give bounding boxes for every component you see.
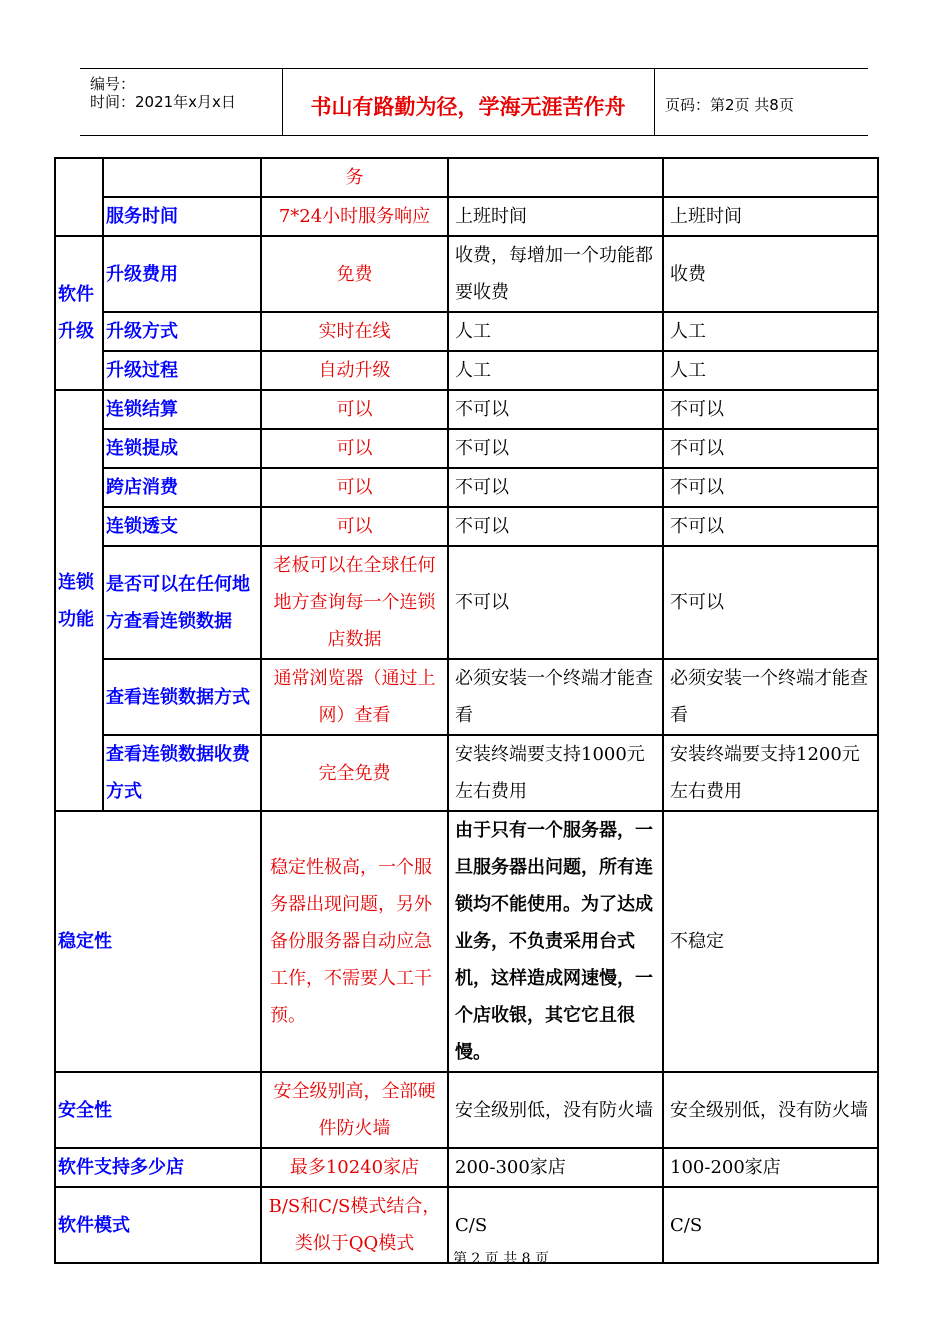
table-row [55, 429, 878, 468]
table-row [55, 390, 878, 429]
header-page-info: 页码：第2页 共8页 [665, 96, 794, 114]
header-motto-cell [282, 69, 655, 135]
row-ours: 稳定性极高，一个服务器出现问题，另外备份服务器自动应急工作，不需要人工干预。 [261, 811, 448, 1072]
row-competitor-a: 不可以 [448, 507, 663, 546]
table-row [55, 811, 878, 1072]
row-item [103, 158, 261, 197]
row-competitor-b: 不可以 [663, 546, 878, 659]
header-meta [80, 69, 283, 135]
row-ours: B/S和C/S模式结合，类似于QQ模式 [261, 1187, 448, 1263]
row-competitor-b: 不可以 [663, 390, 878, 429]
row-ours: 安全级别高，全部硬件防火墙 [261, 1072, 448, 1148]
row-competitor-a: 人工 [448, 351, 663, 390]
row-competitor-b: 不可以 [663, 507, 878, 546]
row-competitor-b: 安装终端要支持1200元左右费用 [663, 735, 878, 811]
row-ours: 可以 [261, 468, 448, 507]
row-item-software-mode: 软件模式 [55, 1187, 261, 1263]
row-competitor-a: 安全级别低，没有防火墙 [448, 1072, 663, 1148]
row-competitor-a: 安装终端要支持1000元左右费用 [448, 735, 663, 811]
row-competitor-a [448, 158, 663, 197]
row-competitor-a: 必须安装一个终端才能查看 [448, 659, 663, 735]
table-row [55, 468, 878, 507]
row-ours: 完全免费 [261, 735, 448, 811]
row-competitor-b: 安全级别低，没有防火墙 [663, 1072, 878, 1148]
row-ours: 可以 [261, 429, 448, 468]
row-competitor-a: 不可以 [448, 546, 663, 659]
row-item: 是否可以在任何地方查看连锁数据 [103, 546, 261, 659]
row-competitor-b [663, 158, 878, 197]
row-competitor-a: 不可以 [448, 468, 663, 507]
table-row [55, 236, 878, 312]
row-item: 连锁提成 [103, 429, 261, 468]
table-row [55, 1072, 878, 1148]
row-competitor-b: 不可以 [663, 429, 878, 468]
table-row [55, 312, 878, 351]
document-time: 时间：2021年x月x日 [90, 93, 236, 111]
row-competitor-a: 不可以 [448, 429, 663, 468]
row-competitor-a: 收费，每增加一个功能都要收费 [448, 236, 663, 312]
page-header [80, 68, 868, 136]
row-ours: 免费 [261, 236, 448, 312]
row-competitor-b: 必须安装一个终端才能查看 [663, 659, 878, 735]
row-competitor-a: 由于只有一个服务器，一旦服务器出问题，所有连锁均不能使用。为了达成业务，不负责采用台式机，这样造成网速慢，一个店收银，其它它且很慢。 [448, 811, 663, 1072]
row-competitor-b: 不稳定 [663, 811, 878, 1072]
row-item: 升级费用 [103, 236, 261, 312]
row-item: 查看连锁数据收费方式 [103, 735, 261, 811]
row-competitor-a: 上班时间 [448, 197, 663, 236]
comparison-table [54, 157, 879, 1264]
table-row [55, 546, 878, 659]
table-row [55, 197, 878, 236]
table-row [55, 158, 878, 197]
row-ours: 可以 [261, 507, 448, 546]
row-competitor-b: C/S [663, 1187, 878, 1263]
row-competitor-b: 100-200家店 [663, 1148, 878, 1187]
row-item: 查看连锁数据方式 [103, 659, 261, 735]
row-ours: 老板可以在全球任何地方查询每一个连锁店数据 [261, 546, 448, 659]
row-ours: 务 [261, 158, 448, 197]
row-item-security: 安全性 [55, 1072, 261, 1148]
row-ours: 7*24小时服务响应 [261, 197, 448, 236]
row-ours: 可以 [261, 390, 448, 429]
row-item: 升级方式 [103, 312, 261, 351]
document-number: 编号： [90, 75, 136, 93]
table-row [55, 351, 878, 390]
row-item: 跨店消费 [103, 468, 261, 507]
table-row [55, 659, 878, 735]
row-ours: 自动升级 [261, 351, 448, 390]
row-item: 连锁透支 [103, 507, 261, 546]
table-row [55, 1148, 878, 1187]
row-competitor-b: 收费 [663, 236, 878, 312]
row-competitor-a: 人工 [448, 312, 663, 351]
header-motto: 书山有路勤为径，学海无涯苦作舟 [310, 95, 626, 119]
table-row [55, 735, 878, 811]
row-competitor-a: C/S [448, 1187, 663, 1263]
row-item-stability: 稳定性 [55, 811, 261, 1072]
table-row [55, 507, 878, 546]
row-competitor-a: 200-300家店 [448, 1148, 663, 1187]
row-item: 服务时间 [103, 197, 261, 236]
row-ours: 实时在线 [261, 312, 448, 351]
row-item-store-count: 软件支持多少店 [55, 1148, 261, 1187]
header-page-cell [655, 69, 868, 135]
row-competitor-b: 人工 [663, 312, 878, 351]
category-chain: 连锁功能 [55, 390, 103, 811]
row-item: 升级过程 [103, 351, 261, 390]
row-item: 连锁结算 [103, 390, 261, 429]
page-footer: 第 2 页 共 8 页 [452, 1251, 550, 1267]
category-upgrade: 软件升级 [55, 236, 103, 390]
row-ours: 通常浏览器（通过上网）查看 [261, 659, 448, 735]
row-competitor-b: 人工 [663, 351, 878, 390]
row-competitor-b: 不可以 [663, 468, 878, 507]
category-cell-blank [55, 158, 103, 236]
row-competitor-a: 不可以 [448, 390, 663, 429]
row-ours: 最多10240家店 [261, 1148, 448, 1187]
row-competitor-b: 上班时间 [663, 197, 878, 236]
